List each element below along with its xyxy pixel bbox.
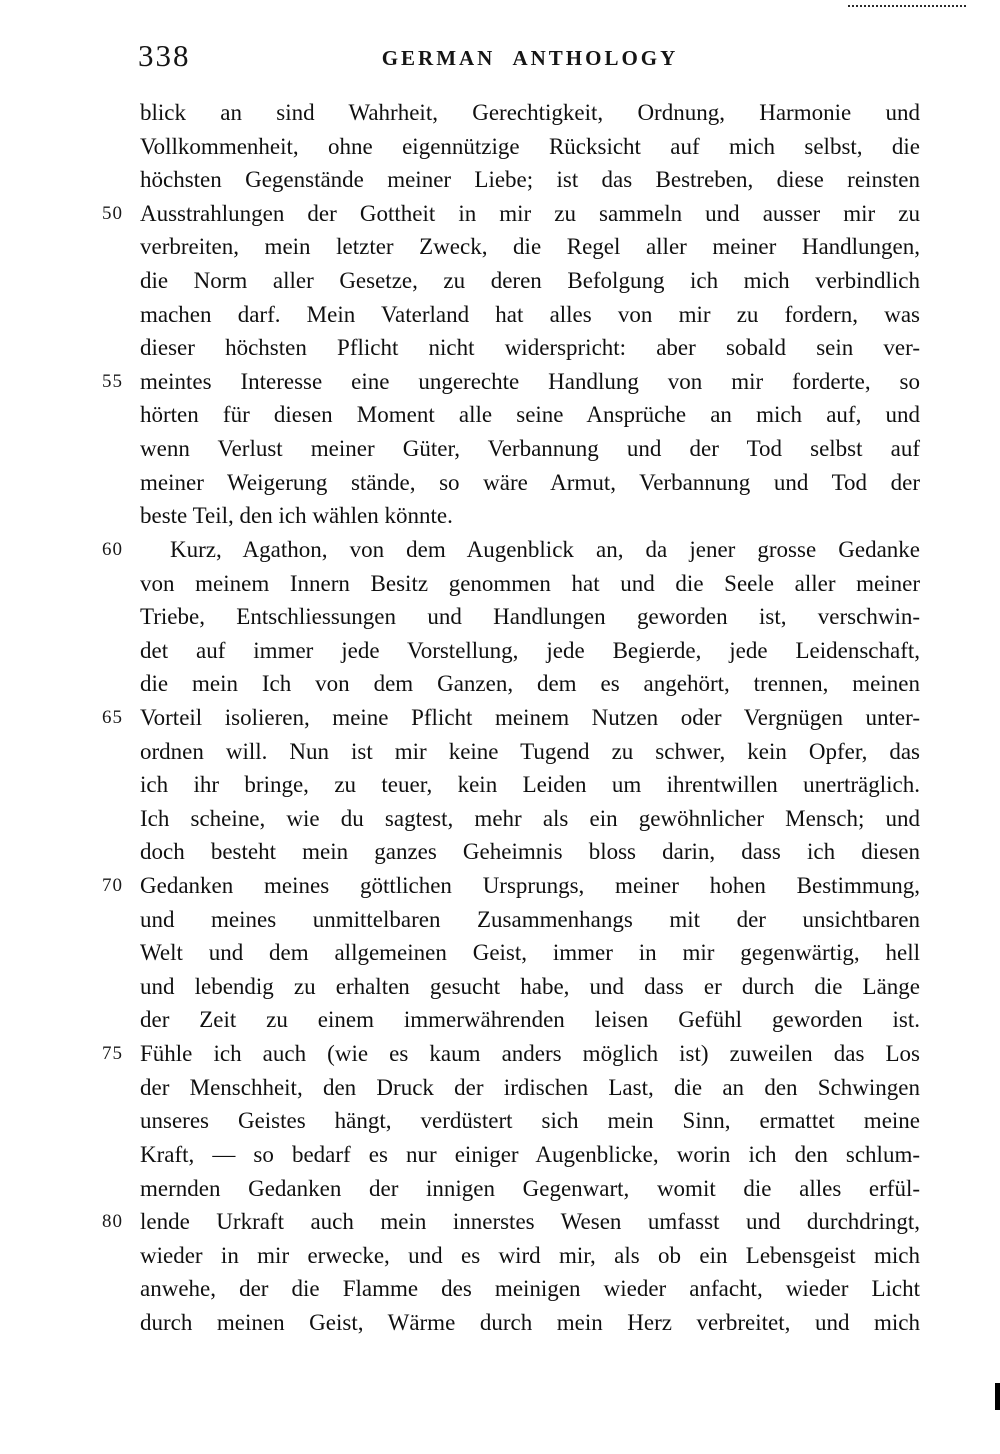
text-line	[100, 1003, 920, 1037]
text-line	[100, 197, 920, 231]
text-line	[100, 701, 920, 735]
text-line	[100, 96, 920, 130]
page-number: 338	[138, 38, 191, 73]
text-line	[100, 735, 920, 769]
verse-line-text: und lebendig zu erhalten gesucht habe, und dass er durch die Länge	[140, 973, 920, 999]
verse-line-text: höchsten Gegenstände meiner Liebe; ist das Bestreben, diese reinsten	[140, 167, 920, 193]
scan-artifact-edge-mark	[995, 1383, 1000, 1410]
verse-line-text: Gedanken meines göttlichen Ursprungs, meiner hohen Bestimmung,	[140, 873, 920, 899]
verse-line-number: 75	[102, 1043, 123, 1065]
verse-line-text: Kurz, Agathon, von dem Augenblick an, da jener grosse Gedanke	[170, 536, 920, 562]
text-line	[100, 1138, 920, 1172]
verse-line-text: wieder in mir erwecke, und es wird mir, als ob ein Lebensgeist mich	[140, 1242, 920, 1268]
text-line	[100, 835, 920, 869]
verse-line-number: 80	[102, 1211, 123, 1233]
verse-line-text: Welt und dem allgemeinen Geist, immer in mir gegenwärtig, hell	[140, 940, 920, 966]
verse-line-text: der Zeit zu einem immerwährenden leisen Gefühl geworden ist.	[140, 1007, 920, 1033]
text-line	[100, 163, 920, 197]
verse-line-text: ordnen will. Nun ist mir keine Tugend zu schwer, kein Opfer, das	[140, 738, 920, 764]
text-line	[100, 903, 920, 937]
text-line	[100, 331, 920, 365]
verse-line-text: die Norm aller Gesetze, zu deren Befolgung ich mich verbindlich	[140, 268, 920, 294]
verse-line-text: dieser höchsten Pflicht nicht widerspricht: aber sobald sein ver-	[140, 335, 920, 361]
text-line	[100, 365, 920, 399]
text-line	[100, 1239, 920, 1273]
text-line	[100, 869, 920, 903]
text-line	[100, 1172, 920, 1206]
verse-line-text: meintes Interesse eine ungerechte Handlung von mir forderte, so	[140, 368, 920, 394]
verse-line-text: machen darf. Mein Vaterland hat alles von mir zu fordern, was	[140, 301, 920, 327]
scan-artifact-dotted-line	[848, 5, 966, 7]
verse-line-text: von meinem Innern Besitz genommen hat und die Seele aller meiner	[140, 570, 920, 596]
text-line	[100, 970, 920, 1004]
verse-line-number: 60	[102, 538, 123, 560]
text-line	[100, 567, 920, 601]
text-line	[100, 1205, 920, 1239]
verse-line-text: Ich scheine, wie du sagtest, mehr als ein gewöhnlicher Mensch; und	[140, 805, 920, 831]
verse-line-text: anwehe, der die Flamme des meinigen wieder anfacht, wieder Licht	[140, 1276, 920, 1302]
text-line	[100, 533, 920, 567]
text-line	[100, 1306, 920, 1340]
text-line	[100, 600, 920, 634]
text-line	[100, 1104, 920, 1138]
verse-line-text: die mein Ich von dem Ganzen, dem es angehört, trennen, meinen	[140, 671, 920, 697]
running-title: GERMAN ANTHOLOGY	[381, 46, 679, 70]
verse-line-text: und meines unmittelbaren Zusammenhangs mit der unsichtbaren	[140, 906, 920, 932]
verse-line-number: 50	[102, 202, 123, 224]
text-line	[100, 634, 920, 668]
verse-line-text: Fühle ich auch (wie es kaum anders möglich ist) zuweilen das Los	[140, 1041, 920, 1067]
verse-line-text: Vollkommenheit, ohne eigennützige Rücksicht auf mich selbst, die	[140, 133, 920, 159]
verse-line-text: det auf immer jede Vorstellung, jede Begierde, jede Leidenschaft,	[140, 637, 920, 663]
verse-line-text: Ausstrahlungen der Gottheit in mir zu sammeln und ausser mir zu	[140, 200, 920, 226]
text-line	[100, 936, 920, 970]
text-line	[100, 667, 920, 701]
text-line	[100, 499, 920, 533]
body-text-block	[100, 96, 920, 1340]
verse-line-number: 55	[102, 370, 123, 392]
text-line	[100, 230, 920, 264]
verse-line-number: 70	[102, 875, 123, 897]
text-line	[100, 398, 920, 432]
text-line	[100, 130, 920, 164]
verse-line-text: blick an sind Wahrheit, Gerechtigkeit, Ordnung, Harmonie und	[140, 100, 920, 125]
text-line	[100, 802, 920, 836]
text-line	[100, 768, 920, 802]
text-line	[100, 298, 920, 332]
text-line	[100, 1037, 920, 1071]
verse-line-text: wenn Verlust meiner Güter, Verbannung und der Tod selbst auf	[140, 436, 920, 462]
verse-line-text: meiner Weigerung stände, so wäre Armut, Verbannung und Tod der	[140, 469, 920, 495]
verse-line-number: 65	[102, 706, 123, 728]
verse-line-text: unseres Geistes hängt, verdüstert sich mein Sinn, ermattet meine	[140, 1108, 920, 1134]
verse-line-text: verbreiten, mein letzter Zweck, die Regel aller meiner Handlungen,	[140, 234, 920, 260]
verse-line-text: hörten für diesen Moment alle seine Ansprüche an mich auf, und	[140, 402, 920, 428]
verse-line-text: Triebe, Entschliessungen und Handlungen geworden ist, verschwin-	[140, 604, 920, 630]
text-line	[100, 1071, 920, 1105]
text-line	[100, 1272, 920, 1306]
verse-line-text: der Menschheit, den Druck der irdischen Last, die an den Schwingen	[140, 1074, 920, 1100]
verse-line-text: beste Teil, den ich wählen könnte.	[140, 503, 453, 529]
verse-line-text: durch meinen Geist, Wärme durch mein Herz verbreitet, und mich	[140, 1309, 920, 1335]
verse-line-text: mernden Gedanken der innigen Gegenwart, womit die alles erfül-	[140, 1175, 920, 1201]
verse-line-text: lende Urkraft auch mein innerstes Wesen umfasst und durchdringt,	[140, 1209, 920, 1235]
text-line	[100, 466, 920, 500]
verse-line-text: doch besteht mein ganzes Geheimnis bloss darin, dass ich diesen	[140, 839, 920, 865]
text-line	[100, 432, 920, 466]
text-line	[100, 264, 920, 298]
verse-line-text: ich ihr bringe, zu teuer, kein Leiden um ihrentwillen unerträglich.	[140, 772, 920, 798]
verse-line-text: Kraft, — so bedarf es nur einiger Augenblicke, worin ich den schlum-	[140, 1141, 920, 1167]
verse-line-text: Vorteil isolieren, meine Pflicht meinem Nutzen oder Vergnügen unter-	[140, 704, 920, 730]
